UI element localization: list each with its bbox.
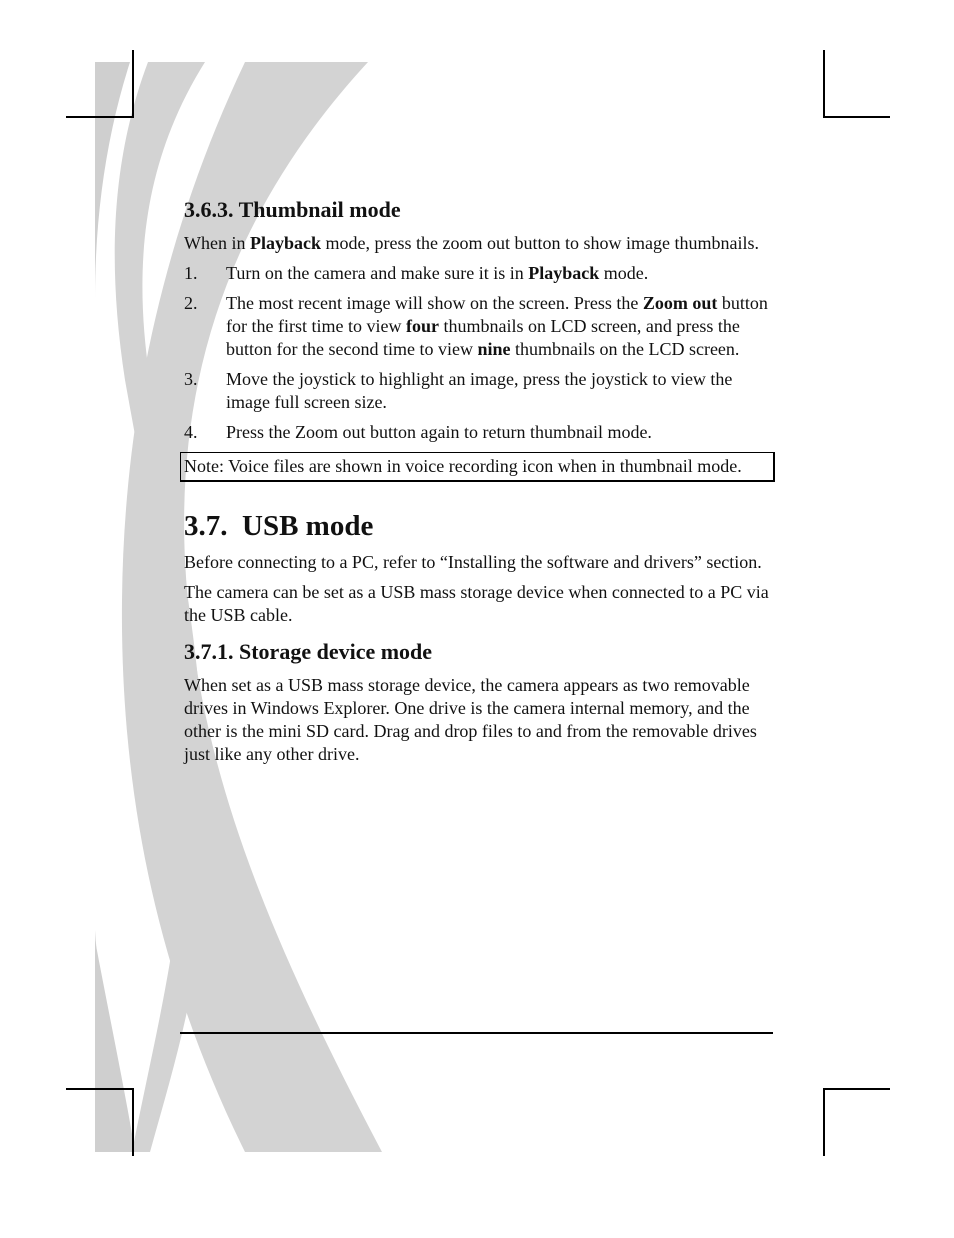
note-box: Note: Voice files are shown in voice recording icon when in thumbnail mode. [180,452,775,482]
footer-rule [180,1032,773,1034]
crop-mark [132,1088,134,1156]
crop-mark [823,1088,890,1090]
crop-mark [66,1088,134,1090]
crop-mark [823,1088,825,1156]
list-item: 1. Turn on the camera and make sure it is in Playback mode. [184,263,649,283]
thumbnail-steps [184,262,774,444]
crop-mark [132,50,134,117]
crop-mark [823,50,825,117]
crop-mark [66,116,134,118]
usb-paragraph: Before connecting to a PC, refer to “Installing the software and drivers” section. [184,552,762,572]
section-heading-storage: 3.7.1. Storage device mode [184,639,433,664]
section-heading-usb: 3.7. USB mode [184,510,374,542]
crop-mark [823,116,890,118]
list-item: 4. Press the Zoom out button again to return thumbnail mode. [184,422,652,442]
storage-paragraph: When set as a USB mass storage device, the camera appears as two removable drives in Windows Explorer. One drive is the camera internal memory, and the other is the mini SD card. Drag and drop files to and from the removable drives just like any other drive. [184,675,757,764]
thumbnail-intro: When in Playback mode, press the zoom out button to show image thumbnails. [184,233,759,253]
section-heading-thumbnail: 3.6.3. Thumbnail mode [184,197,401,222]
usb-paragraph: The camera can be set as a USB mass storage device when connected to a PC via the USB cable. [184,582,769,625]
page-content [184,196,774,773]
list-item: 3. Move the joystick to highlight an image, press the joystick to view the image full screen size. [184,369,733,412]
list-item: 2. The most recent image will show on the screen. Press the Zoom out button for the first time to view four thumbnails on LCD screen, and press the button for the second time to view nine thumbnails on the LCD screen. [184,293,768,359]
